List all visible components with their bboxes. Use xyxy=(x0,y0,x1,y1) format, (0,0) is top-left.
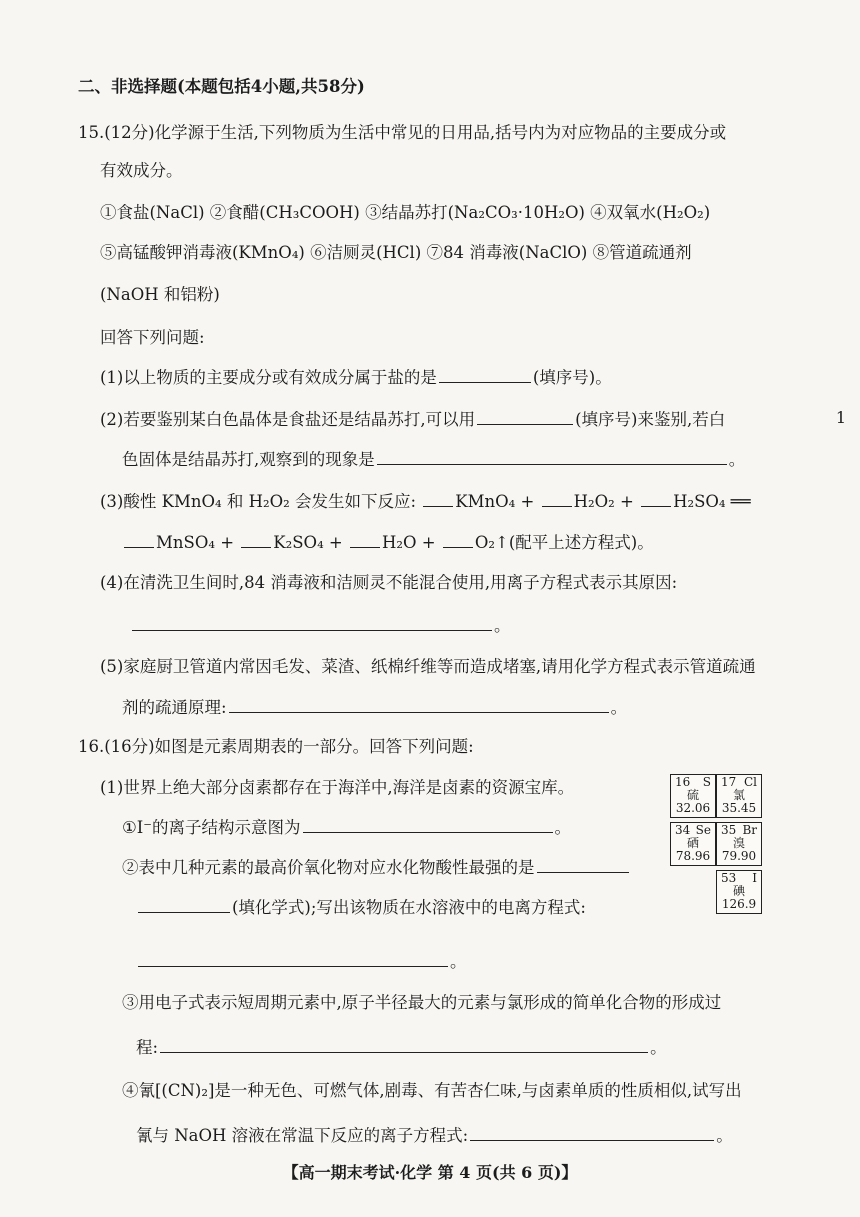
coef-blank-mnso4[interactable] xyxy=(124,531,154,548)
q16-sub2-blank1[interactable] xyxy=(537,856,629,873)
element-cell-i xyxy=(716,870,762,914)
q15-part5-text-b: 剂的疏通原理: xyxy=(122,698,227,717)
q16-sub2-text-b: (填化学式);写出该物质在水溶液中的电离方程式: xyxy=(232,898,586,917)
q16-sub2-blank3[interactable] xyxy=(138,950,448,967)
q16-sub3-end: 。 xyxy=(650,1038,667,1057)
q15-part4-end: 。 xyxy=(494,616,511,635)
element-cell-s xyxy=(670,774,716,818)
q16-sub3-text-b: 程: xyxy=(136,1038,159,1057)
element-symbol: I xyxy=(752,871,757,885)
element-symbol: Se xyxy=(695,823,711,837)
periodic-table-fragment xyxy=(670,774,774,919)
element-name: 硫 xyxy=(686,788,699,802)
q16-sub1 xyxy=(122,816,571,839)
atomic-number: 35 xyxy=(721,823,737,837)
q16-sub2-line2 xyxy=(136,896,586,919)
q16-sub4-line2 xyxy=(136,1124,733,1147)
q16-sub2-line3 xyxy=(136,950,467,973)
element-name: 溴 xyxy=(732,836,745,850)
q16-sub2-end: 。 xyxy=(450,952,467,971)
eq-o2: O₂↑(配平上述方程式)。 xyxy=(474,533,654,552)
coef-blank-h2o[interactable] xyxy=(350,531,380,548)
q16-intro: 16.(16分)如图是元素周期表的一部分。回答下列问题: xyxy=(78,737,474,756)
q16-sub4-text-b: 氰与 NaOH 溶液在常温下反应的离子方程式: xyxy=(136,1126,469,1145)
element-name: 氯 xyxy=(732,788,745,802)
q15-items-line3: (NaOH 和铝粉) xyxy=(100,285,220,304)
q15-part1-text: (1)以上物质的主要成分或有效成分属于盐的是 xyxy=(100,368,437,387)
q15-part4-blank[interactable] xyxy=(132,614,492,631)
q15-part3-line1 xyxy=(100,490,751,513)
eq-h2o2: H₂O₂ + xyxy=(573,492,634,511)
q15-part1 xyxy=(100,366,612,389)
q15-part2-text-c: 色固体是结晶苏打,观察到的现象是 xyxy=(122,450,375,469)
q16-sub2-line1 xyxy=(122,856,631,879)
q16-sub2-blank2[interactable] xyxy=(138,896,230,913)
atomic-mass: 126.9 xyxy=(721,897,757,911)
q15-part1-end: (填序号)。 xyxy=(532,368,612,387)
eq-kmno4: KMnO₄ + xyxy=(455,492,535,511)
q15-part5-line2 xyxy=(122,696,627,719)
coef-blank-kmno4[interactable] xyxy=(423,490,453,507)
q15-part5-line1: (5)家庭厨卫管道内常因毛发、菜渣、纸棉纤维等而造成堵塞,请用化学方程式表示管道疏通 xyxy=(100,657,756,676)
atomic-mass: 32.06 xyxy=(675,801,711,815)
section-title: 二、非选择题(本题包括4小题,共58分) xyxy=(78,77,365,96)
q15-part4: (4)在清洗卫生间时,84 消毒液和洁厕灵不能混合使用,用离子方程式表示其原因: xyxy=(100,573,678,592)
element-cell-br xyxy=(716,822,762,866)
q15-intro-line1: 15.(12分)化学源于生活,下列物质为生活中常见的日用品,括号内为对应物品的主要成分或 xyxy=(78,123,727,142)
q15-part2-blank1[interactable] xyxy=(477,408,573,425)
q15-part2-end: 。 xyxy=(728,450,746,469)
q15-items-line2: ⑤高锰酸钾消毒液(KMnO₄) ⑥洁厕灵(HCl) ⑦84 消毒液(NaClO) ⑧管道疏通剂 xyxy=(100,243,692,262)
eq-h2so4: H₂SO₄ ══ xyxy=(673,492,751,511)
q15-prompt: 回答下列问题: xyxy=(100,328,205,347)
coef-blank-h2o2[interactable] xyxy=(542,490,572,507)
q16-sub1-blank[interactable] xyxy=(303,816,553,833)
atomic-mass: 79.90 xyxy=(721,849,757,863)
q15-part2-text-a: (2)若要鉴别某白色晶体是食盐还是结晶苏打,可以用 xyxy=(100,410,476,429)
atomic-number: 16 xyxy=(675,775,691,789)
q15-part3-line2 xyxy=(122,531,654,554)
atomic-mass: 78.96 xyxy=(675,849,711,863)
q16-sub4-line1: ④氰[(CN)₂]是一种无色、可燃气体,剧毒、有苦杏仁味,与卤素单质的性质相似,试写出 xyxy=(122,1081,742,1100)
atomic-number: 34 xyxy=(675,823,691,837)
coef-blank-k2so4[interactable] xyxy=(241,531,271,548)
q16-sub1-end: 。 xyxy=(554,818,572,837)
q16-sub4-blank[interactable] xyxy=(470,1124,714,1141)
eq-h2o: H₂O + xyxy=(382,533,436,552)
eq-k2so4: K₂SO₄ + xyxy=(273,533,343,552)
q15-part3-text: (3)酸性 KMnO₄ 和 H₂O₂ 会发生如下反应: xyxy=(100,492,417,511)
coef-blank-o2[interactable] xyxy=(443,531,473,548)
q16-sub3-line2 xyxy=(136,1036,667,1059)
element-name: 硒 xyxy=(686,836,699,850)
q16-sub3-line1: ③用电子式表示短周期元素中,原子半径最大的元素与氯形成的简单化合物的形成过 xyxy=(122,993,722,1012)
q15-intro-line2: 有效成分。 xyxy=(100,161,183,180)
q15-part5-end: 。 xyxy=(610,698,628,717)
atomic-number: 53 xyxy=(721,871,737,885)
margin-mark: 1 xyxy=(835,408,846,427)
q16-part1: (1)世界上绝大部分卤素都存在于海洋中,海洋是卤素的资源宝库。 xyxy=(100,778,575,797)
q15-part2-blank2[interactable] xyxy=(377,448,727,465)
coef-blank-h2so4[interactable] xyxy=(641,490,671,507)
q16-sub3-blank[interactable] xyxy=(160,1036,648,1053)
page-footer: 【高一期末考试·化学 第 4 页(共 6 页)】 xyxy=(282,1163,578,1182)
element-name: 碘 xyxy=(732,884,745,898)
element-cell-cl xyxy=(716,774,762,818)
q16-sub4-end: 。 xyxy=(716,1126,733,1145)
element-symbol: S xyxy=(702,775,711,789)
q15-part1-blank[interactable] xyxy=(439,366,531,383)
q15-part2-line2 xyxy=(122,448,745,471)
q15-part2-text-b: (填序号)来鉴别,若白 xyxy=(575,410,726,429)
q15-items-line1: ①食盐(NaCl) ②食醋(CH₃COOH) ③结晶苏打(Na₂CO₃·10H₂O) ④双氧水(H₂O₂) xyxy=(100,203,711,222)
q16-sub2-text-a: ②表中几种元素的最高价氧化物对应水化物酸性最强的是 xyxy=(122,858,535,877)
q15-part4-answer xyxy=(130,614,511,637)
q15-part5-blank[interactable] xyxy=(229,696,609,713)
element-symbol: Br xyxy=(742,823,757,837)
element-symbol: Cl xyxy=(743,775,757,789)
q15-part2 xyxy=(100,408,725,431)
atomic-mass: 35.45 xyxy=(721,801,757,815)
eq-mnso4: MnSO₄ + xyxy=(156,533,235,552)
atomic-number: 17 xyxy=(721,775,737,789)
q16-sub1-text: ①I⁻的离子结构示意图为 xyxy=(122,818,301,837)
element-cell-se xyxy=(670,822,716,866)
